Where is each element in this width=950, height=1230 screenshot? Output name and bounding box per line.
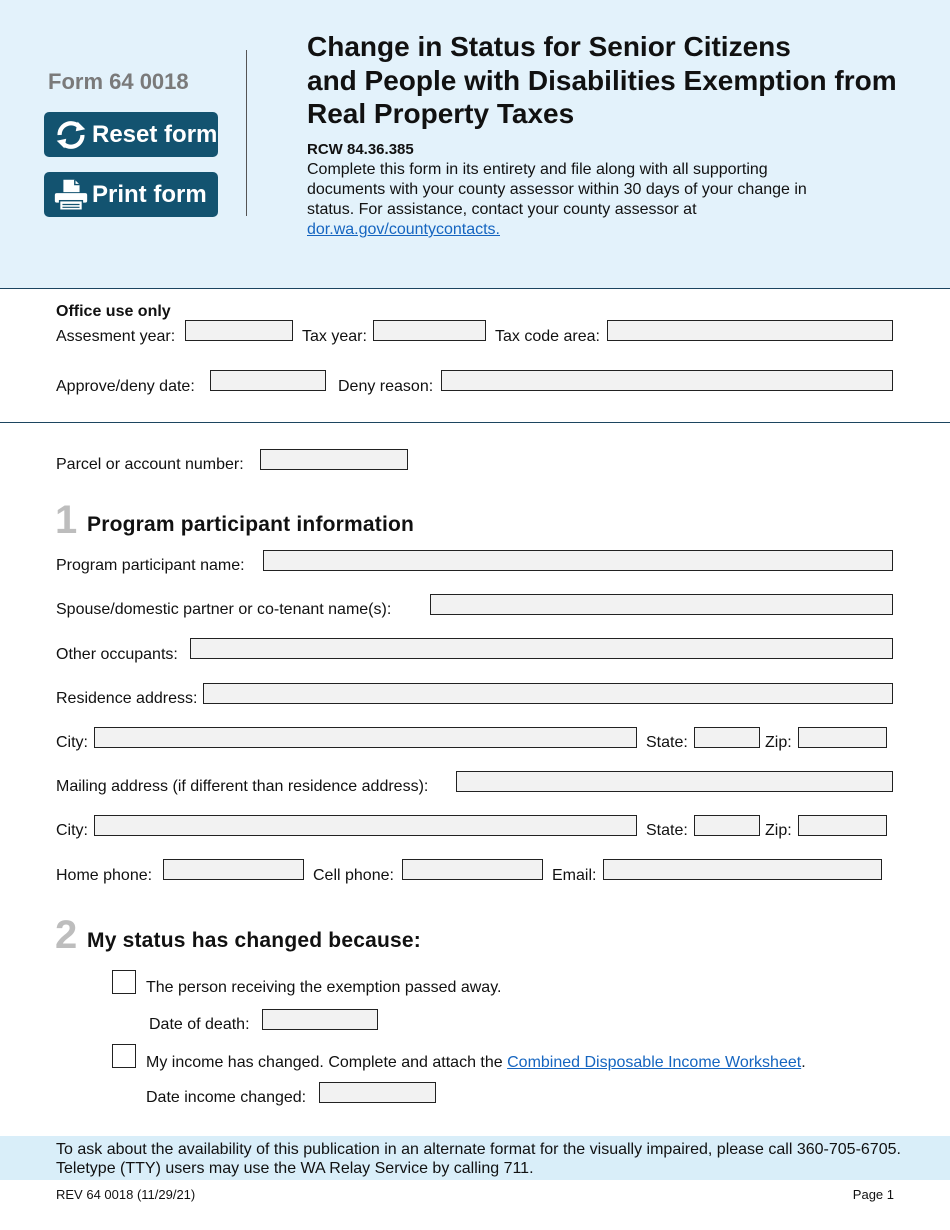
home-phone-field[interactable]: [163, 859, 304, 880]
residence-state-field[interactable]: [694, 727, 760, 748]
title-line: Change in Status for Senior Citizens: [307, 31, 791, 62]
mailing-address-field[interactable]: [456, 771, 893, 792]
income-changed-label: [146, 1054, 806, 1072]
office-use-section: [0, 288, 950, 423]
zip-label: Zip:: [765, 822, 792, 839]
date-of-death-field[interactable]: [262, 1009, 378, 1030]
home-phone-label: Home phone:: [56, 867, 153, 884]
refresh-icon: [52, 116, 90, 154]
passed-away-label: The person receiving the exemption passed away.: [146, 979, 502, 996]
revision-code: REV 64 0018 (11/29/21): [56, 1187, 196, 1202]
other-occupants-label: Other occupants:: [56, 646, 178, 663]
section-1-title: Program participant information: [87, 513, 415, 536]
parcel-number-field[interactable]: [260, 449, 408, 470]
deny-reason-field[interactable]: [441, 370, 893, 391]
income-changed-checkbox[interactable]: [112, 1044, 136, 1068]
email-label: Email:: [552, 867, 597, 884]
section-2-number: 2: [55, 913, 78, 957]
section-2-title: My status has changed because:: [87, 929, 421, 952]
title-line: Real Property Taxes: [307, 98, 575, 129]
mailing-zip-field[interactable]: [798, 815, 887, 836]
date-of-death-label: Date of death:: [149, 1016, 250, 1033]
header-divider: [246, 50, 247, 216]
residence-address-field[interactable]: [203, 683, 893, 704]
cell-phone-field[interactable]: [402, 859, 543, 880]
assessment-year-field[interactable]: [185, 320, 293, 341]
state-label: State:: [646, 734, 688, 751]
intro-text: [307, 160, 837, 240]
printer-icon: [52, 176, 90, 214]
tax-code-area-field[interactable]: [607, 320, 893, 341]
cell-phone-label: Cell phone:: [313, 867, 394, 884]
office-use-heading: Office use only: [56, 303, 171, 320]
title-line: and People with Disabilities Exemption from: [307, 64, 897, 96]
tax-code-area-label: Tax code area:: [495, 328, 600, 345]
mailing-state-field[interactable]: [694, 815, 760, 836]
tax-year-field[interactable]: [373, 320, 486, 341]
participant-name-label: Program participant name:: [56, 557, 245, 574]
state-label: State:: [646, 822, 688, 839]
page-title: [307, 30, 927, 131]
rcw-reference: RCW 84.36.385: [307, 141, 414, 158]
mailing-city-field[interactable]: [94, 815, 637, 836]
header-band: [0, 0, 950, 289]
parcel-label: Parcel or account number:: [56, 456, 244, 473]
passed-away-checkbox[interactable]: [112, 970, 136, 994]
reset-form-button[interactable]: [44, 112, 218, 157]
mailing-address-label: Mailing address (if different than residence address):: [56, 778, 429, 795]
residence-city-field[interactable]: [94, 727, 637, 748]
zip-label: Zip:: [765, 734, 792, 751]
approve-deny-date-field[interactable]: [210, 370, 326, 391]
page-number: Page 1: [852, 1187, 894, 1202]
spouse-label: Spouse/domestic partner or co-tenant name(s):: [56, 601, 392, 618]
email-field[interactable]: [603, 859, 882, 880]
participant-name-field[interactable]: [263, 550, 893, 571]
intro-body: Complete this form in its entirety and file along with all supporting documents with your county assessor within 30 days of your change in status. For assistance, contact your county assessor at: [307, 161, 807, 218]
city-label: City:: [56, 734, 88, 751]
approve-deny-date-label: Approve/deny date:: [56, 378, 195, 395]
accessibility-text: To ask about the availability of this publication in an alternate format for the visually impaired, please call 360-705-6705. Teletype (TTY) users may use the WA Relay Service by calling 711.: [56, 1141, 901, 1177]
date-income-changed-label: Date income changed:: [146, 1089, 307, 1106]
accessibility-notice: [0, 1136, 950, 1180]
other-occupants-field[interactable]: [190, 638, 893, 659]
residence-address-label: Residence address:: [56, 690, 198, 707]
spouse-name-field[interactable]: [430, 594, 893, 615]
income-changed-text: My income has changed. Complete and attach the: [146, 1054, 508, 1071]
assessment-year-label: Assesment year:: [56, 328, 176, 345]
county-contacts-link[interactable]: dor.wa.gov/countycontacts.: [307, 221, 500, 238]
tax-year-label: Tax year:: [302, 328, 367, 345]
reset-form-label: Reset form: [92, 120, 218, 148]
city-label: City:: [56, 822, 88, 839]
print-form-button[interactable]: [44, 172, 218, 217]
print-form-label: Print form: [92, 180, 207, 208]
income-worksheet-link[interactable]: Combined Disposable Income Worksheet: [507, 1054, 802, 1071]
residence-zip-field[interactable]: [798, 727, 887, 748]
date-income-changed-field[interactable]: [319, 1082, 436, 1103]
section-1-number: 1: [55, 498, 78, 542]
income-changed-period: .: [801, 1054, 806, 1071]
form-number: Form 64 0018: [48, 69, 189, 94]
deny-reason-label: Deny reason:: [338, 378, 434, 395]
